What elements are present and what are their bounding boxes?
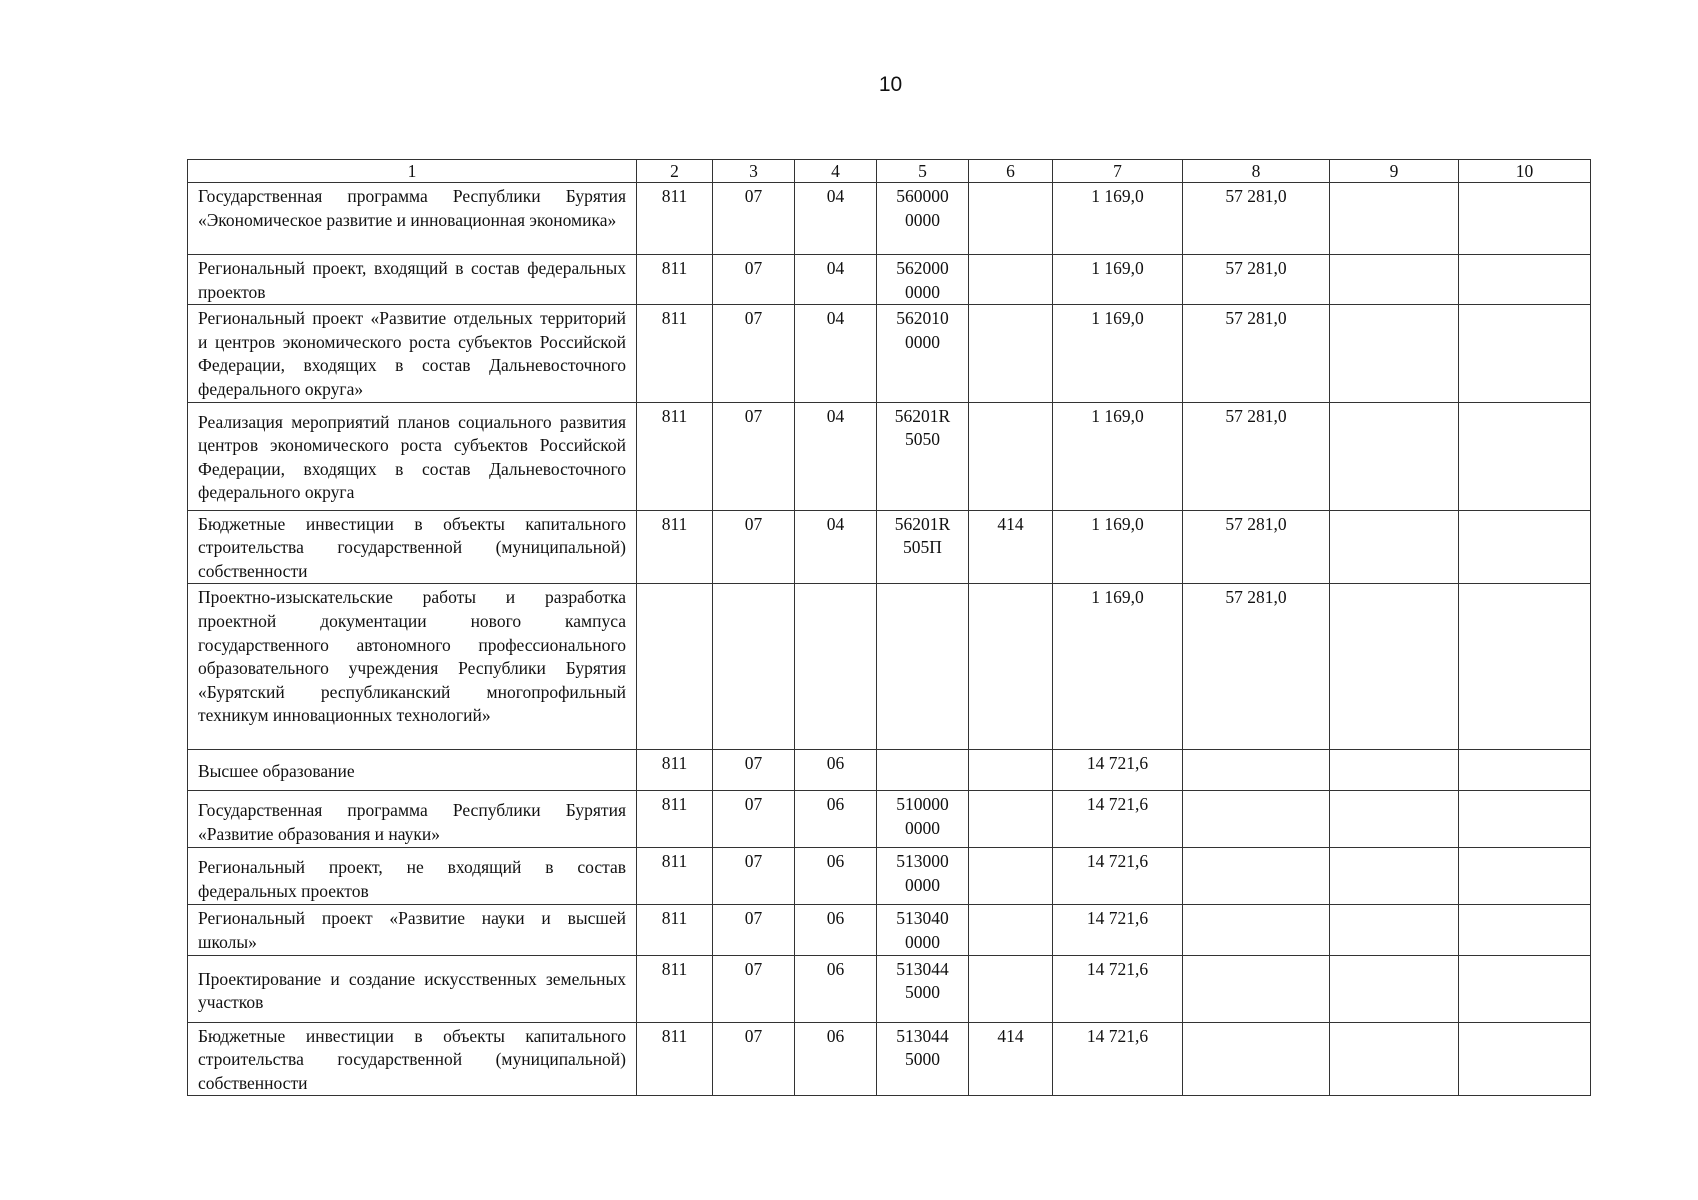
cell-col-10 — [1459, 584, 1591, 750]
cell-col-8: 57 281,0 — [1183, 510, 1330, 584]
table-row — [188, 183, 1591, 255]
cell-col-7: 14 721,6 — [1053, 905, 1183, 955]
cell-col-7: 1 169,0 — [1053, 402, 1183, 510]
cell-col-4: 06 — [795, 1022, 877, 1096]
cell-col-10 — [1459, 305, 1591, 402]
cell-col-6 — [969, 955, 1053, 1022]
cell-col-10 — [1459, 183, 1591, 255]
table-row — [188, 791, 1591, 848]
cell-col-2: 811 — [637, 1022, 713, 1096]
table-row — [188, 402, 1591, 510]
cell-col-9 — [1330, 510, 1459, 584]
cell-col-4: 06 — [795, 905, 877, 955]
table-row — [188, 955, 1591, 1022]
cell-col-6 — [969, 183, 1053, 255]
budget-table — [187, 159, 1591, 1096]
cell-col-5: 562000 0000 — [877, 255, 969, 305]
table-row — [188, 848, 1591, 905]
cell-col-4 — [795, 584, 877, 750]
cell-col-5: 513044 5000 — [877, 955, 969, 1022]
cell-col-8 — [1183, 791, 1330, 848]
cell-col-4: 06 — [795, 791, 877, 848]
cell-col-6 — [969, 848, 1053, 905]
cell-col-7: 14 721,6 — [1053, 750, 1183, 791]
cell-col-9 — [1330, 955, 1459, 1022]
cell-col-7: 14 721,6 — [1053, 848, 1183, 905]
cell-col-9 — [1330, 402, 1459, 510]
cell-col-4: 04 — [795, 183, 877, 255]
column-header: 1 — [188, 160, 637, 183]
cell-col-3 — [713, 584, 795, 750]
cell-col-7: 1 169,0 — [1053, 183, 1183, 255]
cell-col-3: 07 — [713, 183, 795, 255]
cell-col-5: 513040 0000 — [877, 905, 969, 955]
cell-col-2 — [637, 584, 713, 750]
cell-col-2: 811 — [637, 255, 713, 305]
row-name: Региональный проект, не входящий в состав федеральных проектов — [188, 848, 637, 905]
cell-col-8 — [1183, 848, 1330, 905]
cell-col-8 — [1183, 1022, 1330, 1096]
cell-col-6 — [969, 305, 1053, 402]
cell-col-7: 1 169,0 — [1053, 510, 1183, 584]
cell-col-6 — [969, 791, 1053, 848]
cell-col-10 — [1459, 848, 1591, 905]
cell-col-5: 562010 0000 — [877, 305, 969, 402]
cell-col-10 — [1459, 1022, 1591, 1096]
cell-col-8: 57 281,0 — [1183, 183, 1330, 255]
cell-col-4: 04 — [795, 305, 877, 402]
cell-col-9 — [1330, 905, 1459, 955]
cell-col-3: 07 — [713, 1022, 795, 1096]
table-row — [188, 905, 1591, 955]
cell-col-2: 811 — [637, 791, 713, 848]
cell-col-2: 811 — [637, 510, 713, 584]
column-header: 9 — [1330, 160, 1459, 183]
cell-col-2: 811 — [637, 848, 713, 905]
cell-col-8: 57 281,0 — [1183, 255, 1330, 305]
cell-col-5: 513044 5000 — [877, 1022, 969, 1096]
table-row — [188, 305, 1591, 402]
cell-col-6 — [969, 255, 1053, 305]
cell-col-9 — [1330, 848, 1459, 905]
cell-col-7: 1 169,0 — [1053, 584, 1183, 750]
cell-col-7: 14 721,6 — [1053, 1022, 1183, 1096]
table-header-row — [188, 160, 1591, 183]
cell-col-2: 811 — [637, 955, 713, 1022]
cell-col-10 — [1459, 955, 1591, 1022]
cell-col-10 — [1459, 402, 1591, 510]
cell-col-3: 07 — [713, 402, 795, 510]
cell-col-3: 07 — [713, 791, 795, 848]
row-name: Бюджетные инвестиции в объекты капитального строительства государственной (муниципальной) собственности — [188, 510, 637, 584]
cell-col-4: 06 — [795, 848, 877, 905]
cell-col-6: 414 — [969, 510, 1053, 584]
cell-col-4: 04 — [795, 510, 877, 584]
column-header: 4 — [795, 160, 877, 183]
cell-col-2: 811 — [637, 183, 713, 255]
cell-col-6 — [969, 402, 1053, 510]
cell-col-3: 07 — [713, 955, 795, 1022]
cell-col-4: 06 — [795, 955, 877, 1022]
cell-col-4: 06 — [795, 750, 877, 791]
cell-col-3: 07 — [713, 305, 795, 402]
table-row — [188, 510, 1591, 584]
cell-col-3: 07 — [713, 255, 795, 305]
row-name: Реализация мероприятий планов социального развития центров экономического роста субъектов Российской Федерации, входящих в состав Дальневосточного федерального округа — [188, 402, 637, 510]
cell-col-7: 14 721,6 — [1053, 955, 1183, 1022]
column-header: 6 — [969, 160, 1053, 183]
cell-col-8: 57 281,0 — [1183, 402, 1330, 510]
cell-col-9 — [1330, 584, 1459, 750]
cell-col-10 — [1459, 791, 1591, 848]
table-row — [188, 1022, 1591, 1096]
cell-col-5 — [877, 584, 969, 750]
cell-col-2: 811 — [637, 905, 713, 955]
cell-col-6: 414 — [969, 1022, 1053, 1096]
cell-col-3: 07 — [713, 750, 795, 791]
table-row — [188, 584, 1591, 750]
cell-col-3: 07 — [713, 848, 795, 905]
cell-col-8 — [1183, 905, 1330, 955]
cell-col-5: 513000 0000 — [877, 848, 969, 905]
cell-col-2: 811 — [637, 402, 713, 510]
cell-col-4: 04 — [795, 255, 877, 305]
cell-col-6 — [969, 584, 1053, 750]
cell-col-3: 07 — [713, 510, 795, 584]
column-header: 10 — [1459, 160, 1591, 183]
cell-col-9 — [1330, 255, 1459, 305]
column-header: 2 — [637, 160, 713, 183]
cell-col-9 — [1330, 791, 1459, 848]
cell-col-8: 57 281,0 — [1183, 584, 1330, 750]
row-name: Региональный проект «Развитие науки и высшей школы» — [188, 905, 637, 955]
cell-col-9 — [1330, 305, 1459, 402]
cell-col-8: 57 281,0 — [1183, 305, 1330, 402]
cell-col-10 — [1459, 750, 1591, 791]
row-name: Проектно-изыскательские работы и разработка проектной документации нового кампуса государственного автономного профессионального образовательного учреждения Республики Бурятия «Бурятский республиканский многопрофильный техникум инновационных технологий» — [188, 584, 637, 750]
row-name: Проектирование и создание искусственных земельных участков — [188, 955, 637, 1022]
cell-col-8 — [1183, 750, 1330, 791]
cell-col-9 — [1330, 183, 1459, 255]
cell-col-6 — [969, 750, 1053, 791]
cell-col-2: 811 — [637, 750, 713, 791]
cell-col-7: 14 721,6 — [1053, 791, 1183, 848]
cell-col-5: 560000 0000 — [877, 183, 969, 255]
cell-col-9 — [1330, 750, 1459, 791]
cell-col-2: 811 — [637, 305, 713, 402]
column-header: 7 — [1053, 160, 1183, 183]
cell-col-5 — [877, 750, 969, 791]
cell-col-5: 56201R 5050 — [877, 402, 969, 510]
cell-col-9 — [1330, 1022, 1459, 1096]
cell-col-7: 1 169,0 — [1053, 305, 1183, 402]
column-header: 3 — [713, 160, 795, 183]
cell-col-6 — [969, 905, 1053, 955]
cell-col-4: 04 — [795, 402, 877, 510]
cell-col-10 — [1459, 510, 1591, 584]
row-name: Региональный проект, входящий в состав федеральных проектов — [188, 255, 637, 305]
row-name: Государственная программа Республики Бурятия «Развитие образования и науки» — [188, 791, 637, 848]
cell-col-7: 1 169,0 — [1053, 255, 1183, 305]
cell-col-10 — [1459, 255, 1591, 305]
cell-col-10 — [1459, 905, 1591, 955]
column-header: 8 — [1183, 160, 1330, 183]
column-header: 5 — [877, 160, 969, 183]
table-row — [188, 750, 1591, 791]
cell-col-3: 07 — [713, 905, 795, 955]
page-number: 10 — [878, 73, 903, 96]
cell-col-8 — [1183, 955, 1330, 1022]
cell-col-5: 510000 0000 — [877, 791, 969, 848]
cell-col-5: 56201R 505П — [877, 510, 969, 584]
row-name: Бюджетные инвестиции в объекты капитального строительства государственной (муниципальной) собственности — [188, 1022, 637, 1096]
row-name: Региональный проект «Развитие отдельных территорий и центров экономического роста субъектов Российской Федерации, входящих в состав Дальневосточного федерального округа» — [188, 305, 637, 402]
table-row — [188, 255, 1591, 305]
row-name: Государственная программа Республики Бурятия «Экономическое развитие и инновационная экономика» — [188, 183, 637, 255]
row-name: Высшее образование — [188, 750, 637, 791]
